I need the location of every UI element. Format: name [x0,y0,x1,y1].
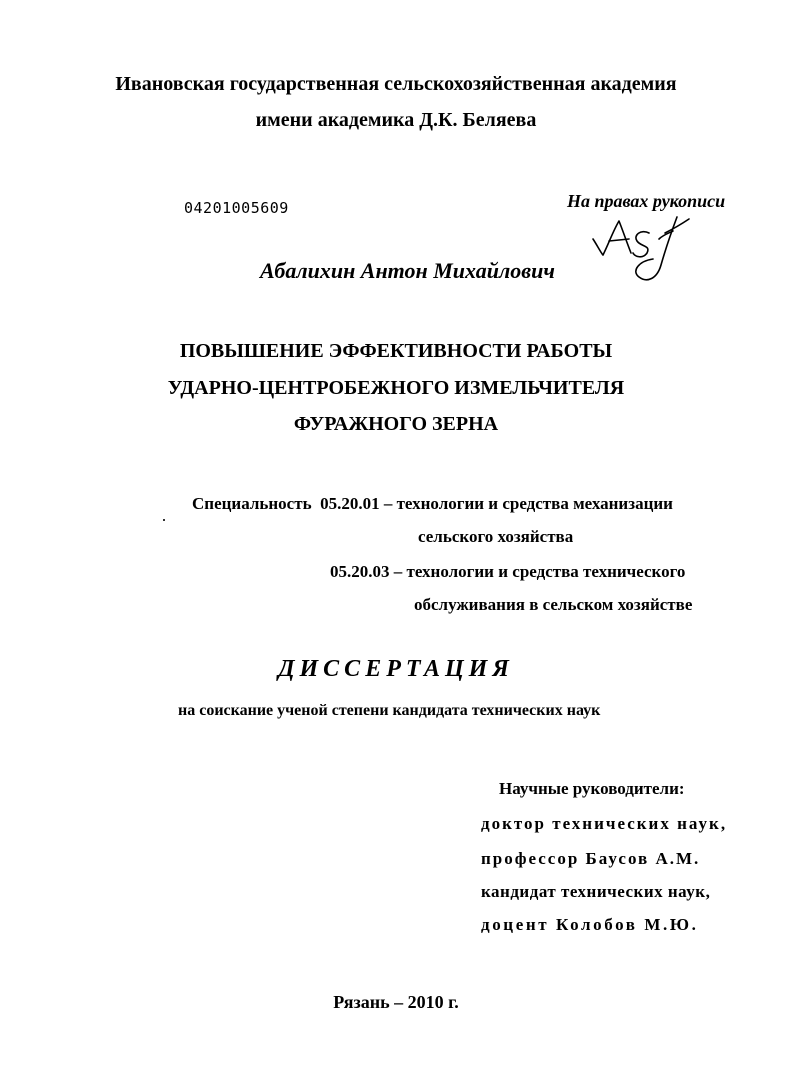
title-line-1: ПОВЫШЕНИЕ ЭФФЕКТИВНОСТИ РАБОТЫ [179,340,613,362]
specialty-line-4: обслуживания в сельском хозяйстве [414,595,693,614]
signature-icon [583,209,698,287]
registration-code: 04201005609 [184,199,289,217]
author-name: Абалихин Антон Михайлович [260,258,555,283]
document-type: ДИССЕРТАЦИЯ [278,656,514,682]
title-line-3: ФУРАЖНОГО ЗЕРНА [293,413,499,435]
supervisor-line-4: доцент Колобов М.Ю. [481,915,699,934]
supervisors-heading: Научные руководители: [499,779,685,798]
specialty-line-3: 05.20.03 – технологии и средства технического [330,562,686,581]
scan-speck [163,519,165,521]
city-year: Рязань – 2010 г. [333,992,459,1012]
manuscript-note: На правах рукописи [567,191,726,211]
specialty-line-2: сельского хозяйства [418,527,574,546]
supervisor-line-3: кандидат технических наук, [481,882,711,901]
degree-line: на соискание ученой степени кандидата технических наук [178,702,601,719]
supervisor-line-2: профессор Баусов А.М. [481,849,701,868]
institution-line-2: имени академика Д.К. Беляева [255,109,537,131]
specialty-line-1: Специальность 05.20.01 – технологии и средства механизации [192,494,673,513]
institution-line-1: Ивановская государственная сельскохозяйственная академия [115,73,677,95]
supervisor-line-1: доктор технических наук, [481,814,728,833]
title-line-2: УДАРНО-ЦЕНТРОБЕЖНОГО ИЗМЕЛЬЧИТЕЛЯ [167,377,625,399]
